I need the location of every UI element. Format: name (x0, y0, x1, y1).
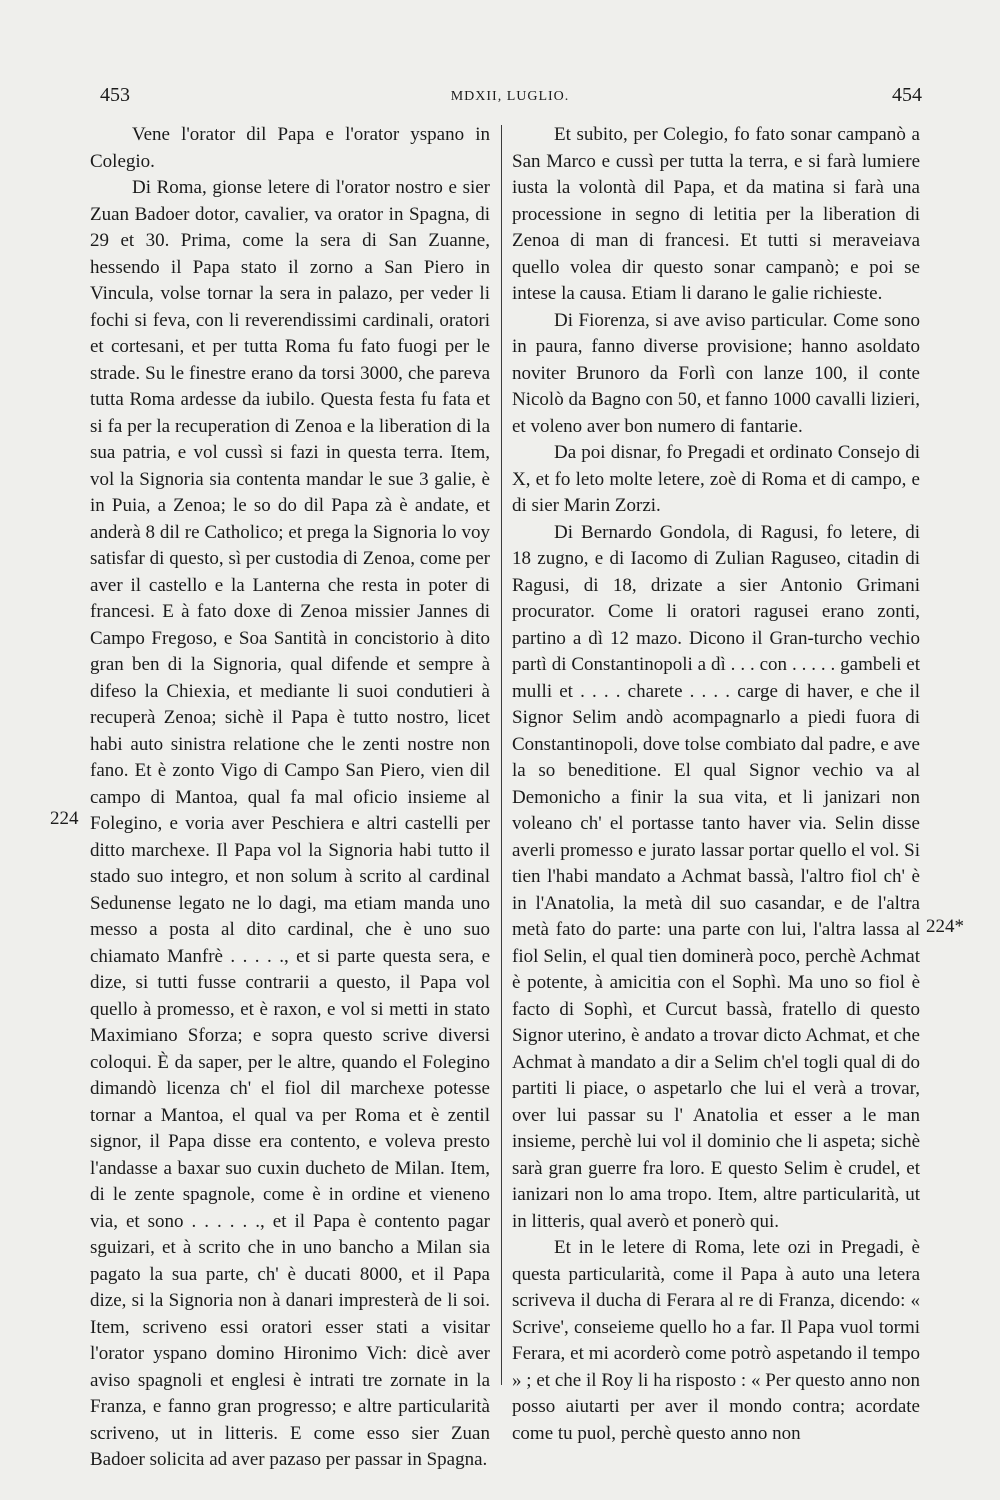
paragraph: Et subito, per Colegio, fo fato sonar campanò a San Marco e cussì per tutta la terra, e si farà lumiere iusta la volontà dil Papa, et da matina si farà una processione in segno di letitia per la liberation di Zenoa di man di francesi. Et tutti si meraveiava quello volea dir questo sonar campanò; e poi se intese la causa. Etiam li darano le galie richieste. (512, 124, 920, 304)
margin-note-right: 224* (926, 916, 964, 937)
left-column (90, 122, 490, 1474)
paragraph: Di Bernardo Gondola, di Ragusi, fo letere, di 18 zugno, e di Iacomo di Zulian Raguseo, citadin di Ragusi, di 18, drizate a sier Antonio Grimani procurator. Come li oratori ragusei erano zonti, partino a dì 12 mazo. Dicono il Gran-turcho vechio partì di Constantinopoli a dì . . . con . . . . . gambeli et mulli et . . . . charete . . . . carge di haver, e che il Signor Selim andò acompagnarlo a piedi fuora di Constantinopoli, dove tolse combiato dal padre, e ave la so beneditione. El qual Signor vechio va al Demonicho a finir la sua vita, et li janizari non voleano ch' el portasse tanto haver via. Selin disse averli promesso e jurato lassar portar quello el vol. Si tien l'habi mandato a Achmat bassà, l'altro fiol ch' è in l'Anatolia, la metà dil suo casandar, e de l'altra metà fato do parte: una parte con lui, l'altra lassa al fiol Selin, el qual tien dominerà poco, perchè Achmat è potente, à amicitia con el Sophì. Ma uno so fiol è facto di Sophì, et Curcut bassà, fratello di questo Signor uterino, è andato a trovar dicto Achmat, et che Achmat à mandato a dir a Selim ch'el togli qual di do partiti li piace, o aspetarlo che lui el verà a trovar, over lui passar su l' Anatolia et esser a le man insieme, perchè lui vol il dominio che li aspeta; sichè sarà gran guerre fra loro. E questo Selim è crudel, et ianizari non lo ama tropo. Item, altre particularità, ut in litteris, qual averò et ponerò qui. (512, 521, 920, 1232)
right-column (512, 122, 920, 1447)
paragraph: Di Roma, gionse letere di l'orator nostro e sier Zuan Badoer dotor, cavalier, va orator in Spagna, di 29 et 30. Prima, come la sera di San Zuanne, hessendo il Papa stato il zorno a San Piero in Vincula, volse tornar la sera in palazo, per veder li fochi si feva, con li reverendissimi cardinali, oratori et cortesani, et per tutta Roma fu fato fuogi per le strade. Su le finestre erano da torsi 3000, che pareva tutta Roma ardesse da iubilo. Questa festa fu fata et si fa per la recuperation di Zenoa e la liberation di la sua patria, e vol cussì si fazi in questa terra. Item, vol la Signoria sia contenta mandar le sue 3 galie, è in Puia, a Zenoa; le so do dil Papa zà è andate, et anderà 8 dil re Catholico; et prega la Signoria lo voy satisfar di questo, sì per custodia di Zenoa, come per aver il castello e la Lanterna che resta in poter di francesi. E à fato doxe di Zenoa missier Jannes di Campo Fregoso, e Soa Santità in concistorio à dito gran ben di la Signoria, qual difende et sempre à difeso la Chiexia, et mediante li suoi condutieri à recuperà Zenoa; sichè il Papa è tutto nostro, licet habi auto sinistra relatione che le zenti nostre non fano. Et è zonto Vigo di Campo San Piero, vien dil campo di Mantoa, qual fa mal oficio insieme al Folegino, e voria aver Peschiera e altri castelli per ditto marchexe. Il Papa vol la Signoria habi tutto il stado suo integro, et non solum à scrito al cardinal Sedunense legato ne lo dagi, ma etiam manda uno messo a posta al dito cardinal, che è uno suo chiamato Manfrè . . . . ., et si parte questa sera, e dize, si tutti fusse contrarii a questo, il Papa vol quello à promesso, et è raxon, e vol si metti in stato Maximiano Sforza; e sopra questo scrive diversi coloqui. È da saper, per le altre, quando el Folegino dimandò licenza ch' el fiol dil marchexe potesse tornar a Mantoa, el qual va per Roma et è zentil signor, il Papa disse era contento, e voleva presto l'andasse a baxar suo cuxin ducheto de Milan. Item, di le zente spagnole, come è in ordine et vieneno via, et sono . . . . . ., et il Papa è contento pagar sguizari, et à scrito che in uno bancho a Milan sia pagato la sua parte, ch' è ducati 8000, et il Papa dize, si la Signoria non à danari impresterà de li soi. Item, scriveno essi oratori esser stati a visitar l'orator yspano domino Hironimo Vich: dicè aver aviso spagnoli et englesi è intrati tre zornate in la Franza, e fanno gran progresso; e altre particularità scriveno, ut in litteris. E come esso sier Zuan Badoer solicita ad aver pazaso per passar in Spagna. (90, 177, 490, 1470)
running-title: MDXII, LUGLIO. (450, 89, 570, 104)
page-number-left: 453 (100, 84, 130, 106)
margin-note-left: 224 (50, 808, 79, 829)
page-header (0, 84, 1000, 114)
paragraph: Di Fiorenza, si ave aviso particular. Come sono in paura, fanno diverse provisione; hanno asoldato noviter Brunoro da Forlì con lanze 100, il conte Nicolò da Bagno con 50, et fanno 1000 cavalli lizieri, et voleno aver bon numero di fantarie. (512, 309, 920, 437)
paragraph: Et in le letere di Roma, lete ozi in Pregadi, è questa particularità, come il Papa à auto una letera scriveva il ducha di Ferara al re di Franza, dicendo: « Scrive', conseieme quello ho a far. Il Papa vuol tormi Ferara, et mi acorderò come potrò aspetando il tempo » ; et che il Roy li ha risposto : « Per questo anno non posso aiutarti per aver il mondo contra; acordate come tu puol, perchè questo anno non (512, 1237, 920, 1444)
paragraph: Da poi disnar, fo Pregadi et ordinato Consejo di X, et fo leto molte letere, zoè di Roma et di campo, e di sier Marin Zorzi. (512, 442, 920, 516)
paragraph: Vene l'orator dil Papa e l'orator yspano in Colegio. (90, 124, 490, 172)
page-number-right: 454 (892, 84, 922, 106)
column-divider (501, 125, 502, 1385)
